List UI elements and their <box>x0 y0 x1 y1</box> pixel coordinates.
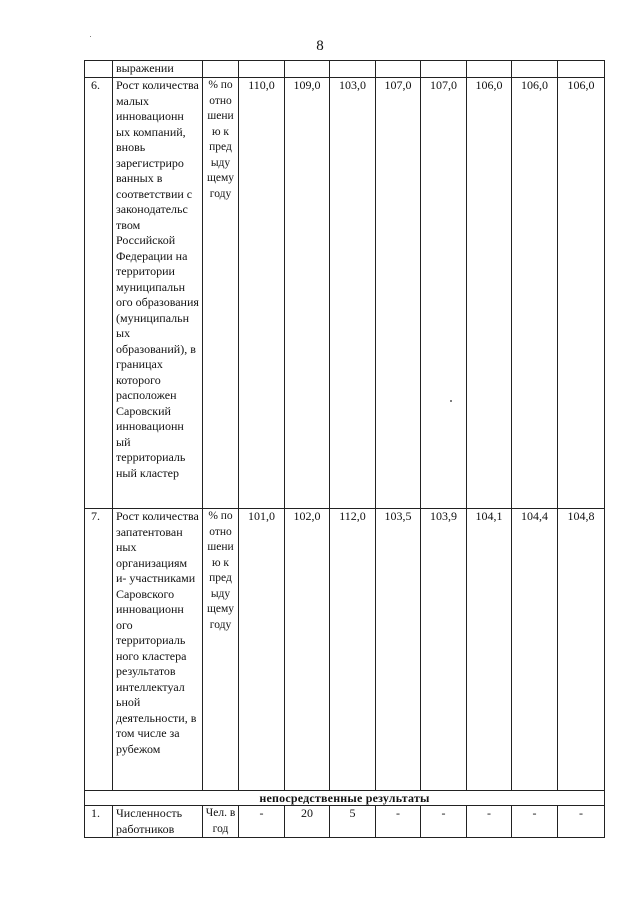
cell-value: 106,0 <box>467 78 512 509</box>
cell-value: 103,0 <box>330 78 376 509</box>
cell-num: 1. <box>85 806 113 838</box>
cell-name: Рост количества малых инновационн ых компаний, вновь зарегистриро ванных в соответствии с законодательс твом Российской Федерации на территории муниципальн ого образования (муниципальн ых образований), в границах которого расположен Саровский инновационн ый территориаль ный кластер <box>113 78 203 509</box>
cell-num: 7. <box>85 509 113 791</box>
cell-value: 110,0 <box>239 78 285 509</box>
cell-name: выражении <box>113 61 203 78</box>
table-row-bottom <box>85 806 605 838</box>
scan-speck <box>450 400 452 402</box>
table-row-7 <box>85 509 605 791</box>
cell-value: 106,0 <box>558 78 605 509</box>
cell-value: 103,5 <box>376 509 421 791</box>
cell-value: - <box>467 806 512 838</box>
cell-unit: Чел. в год <box>203 806 239 838</box>
table-row-6 <box>85 78 605 509</box>
cell-value: 104,4 <box>512 509 558 791</box>
cell-value: 103,9 <box>421 509 467 791</box>
cell-value: 102,0 <box>285 509 330 791</box>
cell-value: 104,1 <box>467 509 512 791</box>
cell-value: 112,0 <box>330 509 376 791</box>
cell-value: 107,0 <box>376 78 421 509</box>
cell-value: 5 <box>330 806 376 838</box>
cell-value: - <box>239 806 285 838</box>
cell-unit <box>203 61 239 78</box>
indicators-table <box>84 60 605 838</box>
table-row-top <box>85 61 605 78</box>
page-number: 8 <box>316 38 324 54</box>
cell-num: 6. <box>85 78 113 509</box>
cell-value: 106,0 <box>512 78 558 509</box>
cell-name: Рост количества запатентован ных организациям и- участниками Саровского инновационн ого территориаль ного кластера результатов интеллектуал ьной деятельности, в том числе за рубежом <box>113 509 203 791</box>
indicators-table-container <box>84 60 604 838</box>
cell-name: Численность работников <box>113 806 203 838</box>
cell-value: 107,0 <box>421 78 467 509</box>
cell-value: - <box>421 806 467 838</box>
cell-value: - <box>558 806 605 838</box>
cell-value: 20 <box>285 806 330 838</box>
section-title: непосредственные результаты <box>85 791 605 806</box>
cell-value: 109,0 <box>285 78 330 509</box>
cell-value: 101,0 <box>239 509 285 791</box>
cell-num <box>85 61 113 78</box>
table-row-section <box>85 791 605 806</box>
cell-unit: % по отно шени ю к пред ыду щему году <box>203 509 239 791</box>
cell-unit: % по отно шени ю к пред ыду щему году <box>203 78 239 509</box>
cell-value: - <box>376 806 421 838</box>
scan-speck <box>90 36 91 37</box>
cell-value: - <box>512 806 558 838</box>
cell-value: 104,8 <box>558 509 605 791</box>
